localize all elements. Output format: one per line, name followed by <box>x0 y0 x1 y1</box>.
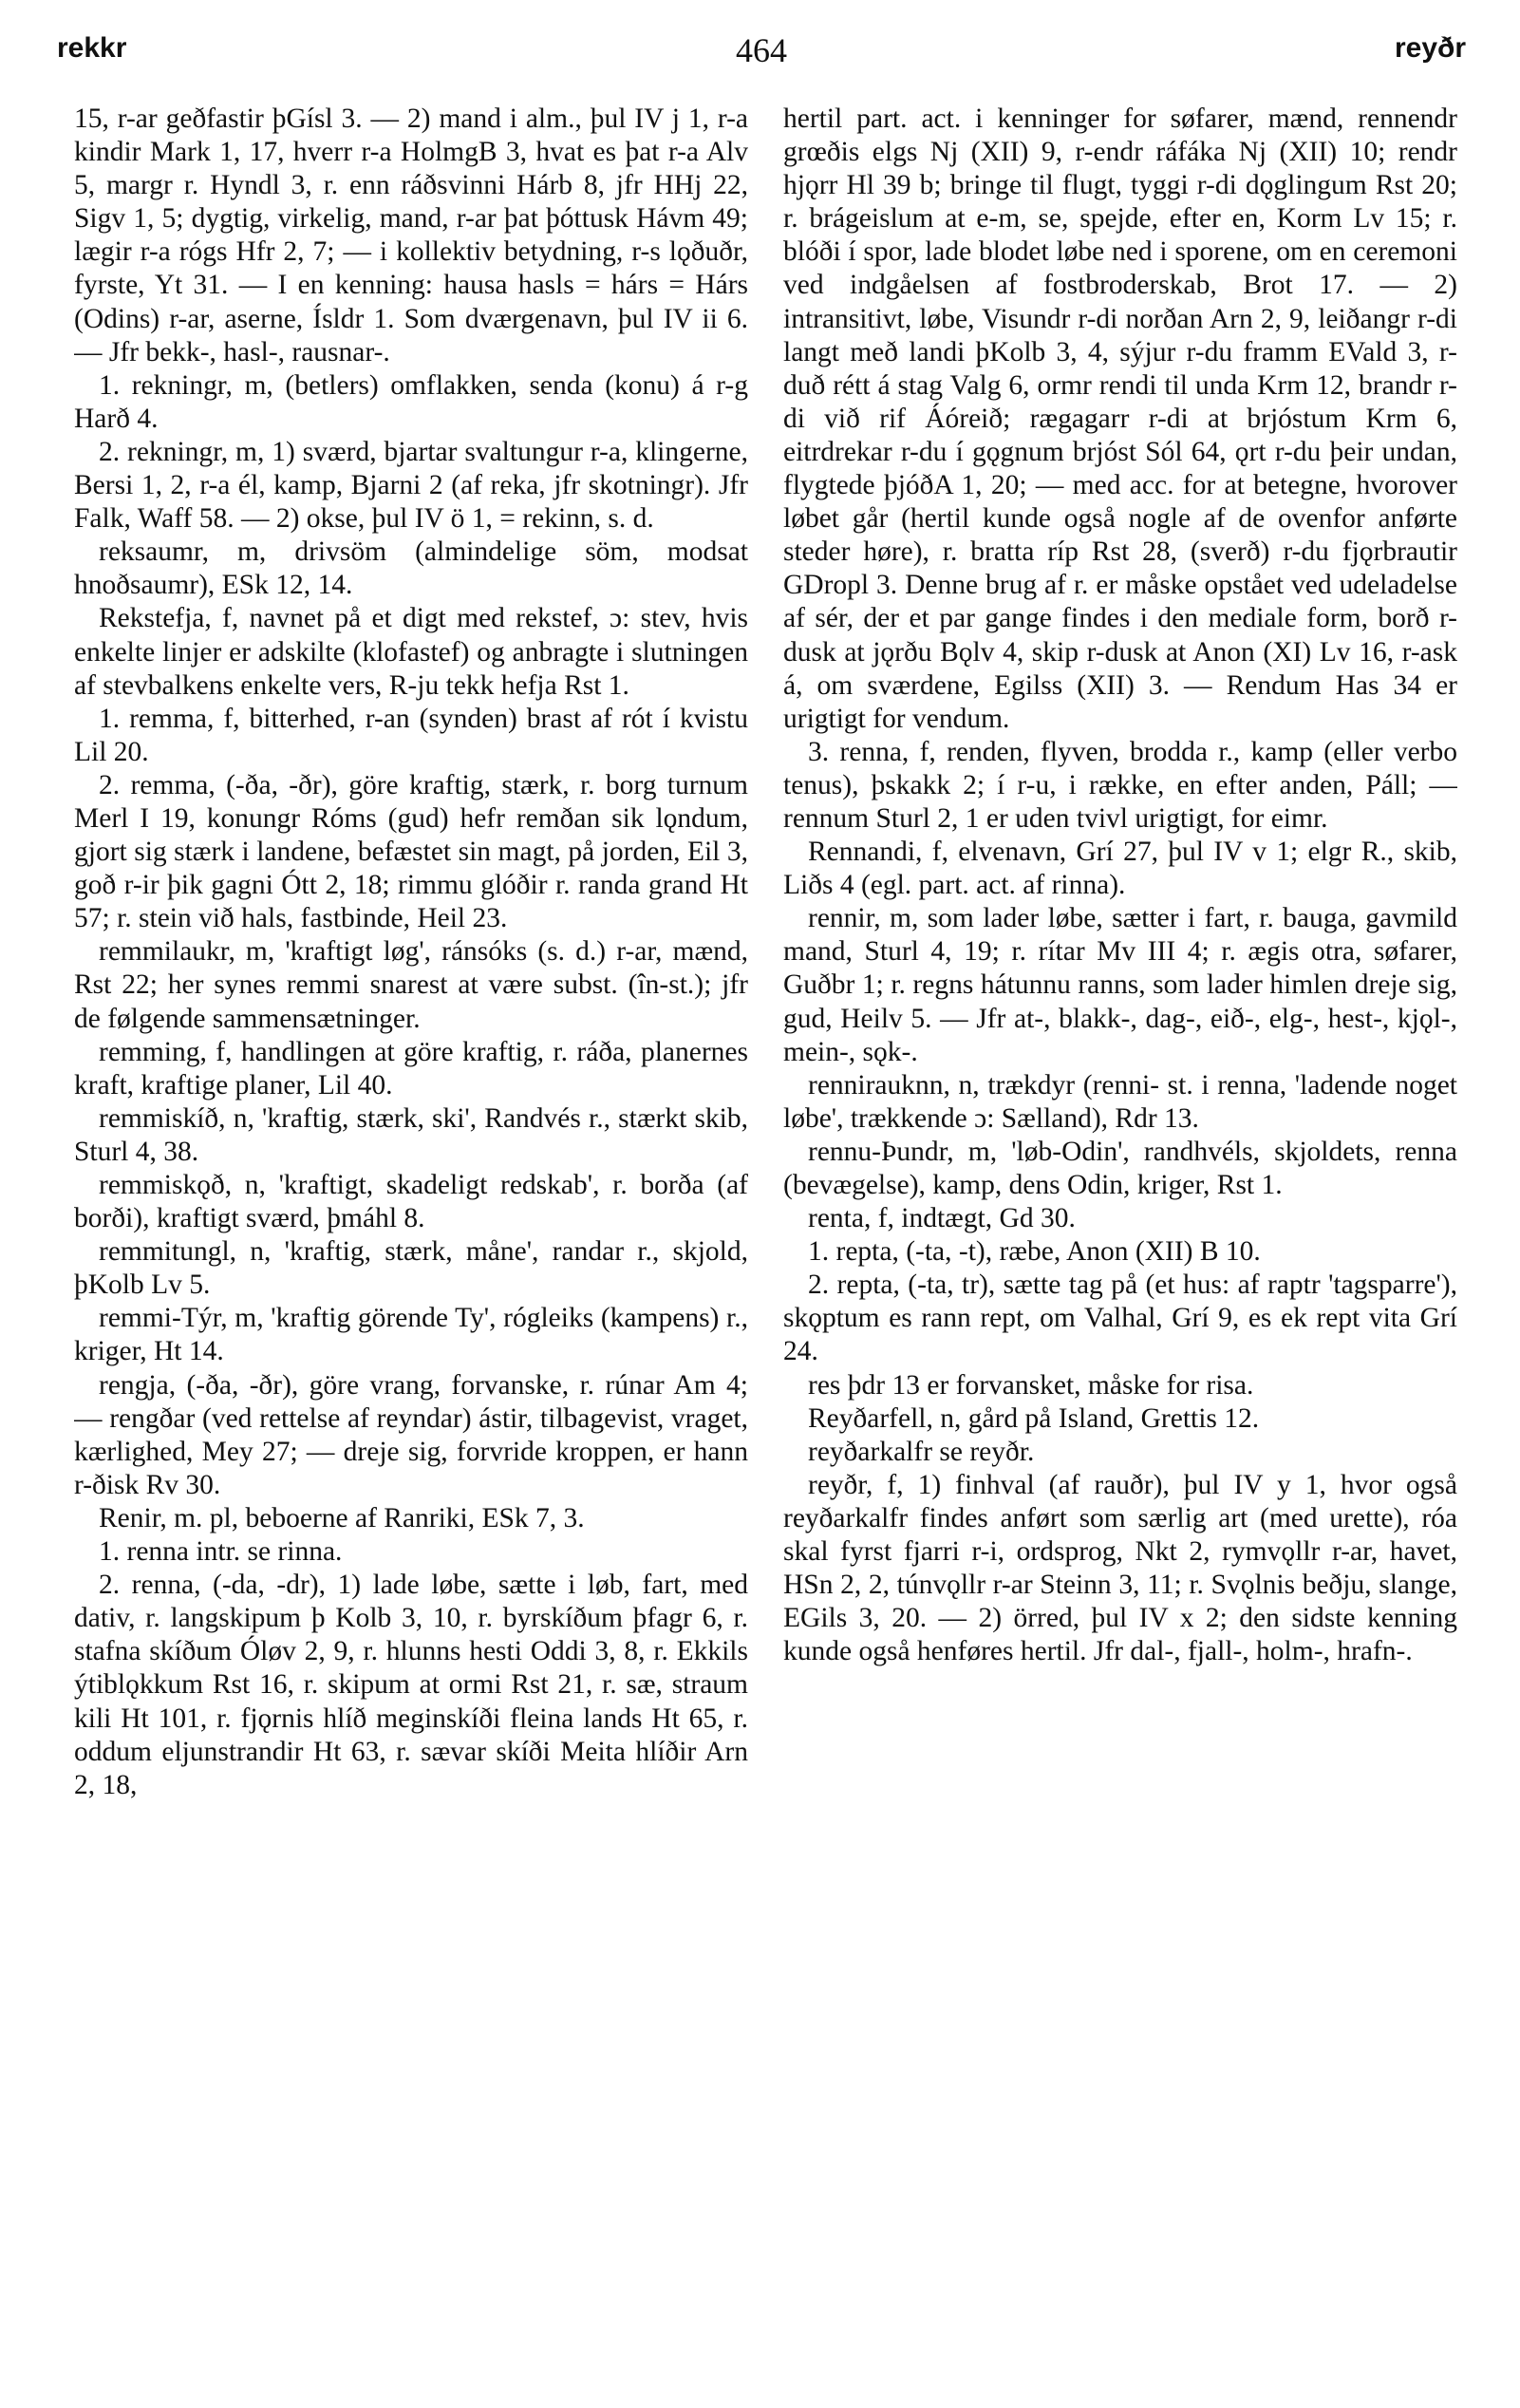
entry-renta: renta, f, indtægt, Gd 30. <box>808 1203 1076 1234</box>
entry-reydr: reyðr, f, 1) finhval (af rauðr), þul IV y 1, hvor også reyðarkalfr findes anført som særlig art (med urette), róa skal fyrst fjarri r-i, ordsprog, Nkt 2, rymvǫllr r-ar, havet, HSn 2, 2, túnvǫllr r-ar Steinn 3, 11; r. Svǫlnis beðju, slange, EGils 3, 20. — 2) örred, þul IV x 2; den sidste kenning kunde også henføres hertil. Jfr dal-, fjall-, holm-, hrafn-. <box>783 1469 1457 1667</box>
page-header <box>49 21 1473 78</box>
entry-remmitungl: remmitungl, n, 'kraftig, stærk, måne', randar r., skjold, þKolb Lv 5. <box>74 1236 748 1301</box>
right-column <box>783 103 1457 2381</box>
entry-reydarfell: Reyðarfell, n, gård på Island, Grettis 12. <box>808 1402 1260 1434</box>
entry-rennirauknn: rennirauknn, n, trækdyr (renni- st. i renna, 'ladende noget løbe', trækkende ɔ: Sælland), Rdr 13. <box>783 1069 1457 1134</box>
entry-remma-1: 1. remma, f, bitterhed, r-an (synden) brast af rót í kvistu Lil 20. <box>74 703 748 767</box>
entry-renna-3: 3. renna, f, renden, flyven, brodda r., kamp (eller verbo tenus), þskakk 2; í r-u, i række, en efter anden, Páll; — rennum Sturl 2, 1 er uden tvivl urigtigt, for eimr. <box>783 736 1457 834</box>
entry-renna-2-continued: hertil part. act. i kenninger for søfarer, mænd, rennendr grœðis elgs Nj (XII) 9, r-endr ráfáka Nj (XII) 10; rendr hjǫrr Hl 39 b; bringe til flugt, tyggi r-di dǫglingum Rst 20; r. brágeislum at e-m, se, spejde, efter en, Korm Lv 15; r. blóði í spor, lade blodet løbe ned i sporene, om en ceremoni ved indgåelsen af fostbroderskab, Brot 17. — 2) intransitivt, løbe, Visundr r-di norðan Arn 2, 9, leiðangr r-di langt með landi þKolb 3, 4, sýjur r-du framm EVald 3, r-duð rétt á stag Valg 6, ormr rendi til unda Krm 12, brandr r-di við rif Áóreið; rægagarr r-di at brjóstum Krm 6, eitrdrekar r-du í gǫgnum brjóst Sól 64, ǫrt r-du þeir undan, flygtede þjóðA 1, 20; — med acc. for at betegne, hvorover løbet går (hertil kunde også nogle af de ovenfor anførte steder høre), r. bratta ríp Rst 28, (sverð) r-du fjǫrbrautir GDropl 3. Denne brug af r. er måske opstået ved udeladelse af sér, der et par gange findes i den mediale form, borð r-dusk at jǫrðu Bǫlv 4, skip r-dusk at Anon (XI) Lv 16, r-ask á, om sværdene, Egilss (XII) 3. — Rendum Has 34 er urigtigt for vendum. <box>783 103 1457 734</box>
entry-repta-1: 1. repta, (-ta, -t), ræbe, Anon (XII) B 10. <box>808 1236 1261 1268</box>
entry-remmiskod: remmiskǫð, n, 'kraftigt, skadeligt redskab', r. borða (af borði), kraftigt sværd, þmáhl 8. <box>74 1170 748 1234</box>
entry-remma-2: 2. remma, (-ða, -ðr), göre kraftig, stærk, r. borg turnum Merl I 19, konungr Róms (gud) hefr remðan sik lǫndum, gjort sig stærk i landene, befæstet sin magt, på jorden, Eil 3, goð r-ir þik gagni Ótt 2, 18; rimmu glóðir r. randa grand Ht 57; r. stein við hals, fastbinde, Heil 23. <box>74 769 748 934</box>
left-column <box>74 103 748 2381</box>
running-head-left: rekkr <box>57 32 127 64</box>
entry-renir: Renir, m. pl, beboerne af Ranriki, ESk 7, 3. <box>99 1502 585 1533</box>
entry-continuation: 15, r-ar geðfastir þGísl 3. — 2) mand i alm., þul IV j 1, r-a kindir Mark 1, 17, hverr r-a HolmgB 3, hvat es þat r-a Alv 5, margr r. Hyndl 3, r. enn ráðsvinni Hárb 8, jfr HHj 22, Sigv 1, 5; dygtig, virkelig, mand, r-ar þat þóttusk Hávm 49; lægir r-a rógs Hfr 2, 7; — i kollektiv betydning, r-s lǫðuðr, fyrste, Yt 31. — I en kenning: hausa hasls = hárs = Hárs (Odins) r-ar, aserne, Ísldr 1. Som dværgenavn, þul IV ii 6. — Jfr bekk-, hasl-, rausnar-. <box>74 103 748 367</box>
entry-repta-2: 2. repta, (-ta, tr), sætte tag på (et hus: af raptr 'tagsparre'), skǫptum es rann rept, om Valhal, Grí 9, es ek rept vita Grí 24. <box>783 1270 1457 1367</box>
entry-rennu-thundr: rennu-Þundr, m, 'løb-Odin', randhvéls, skjoldets, renna (bevægelse), kamp, dens Odin, kriger, Rst 1. <box>783 1136 1457 1200</box>
entry-reksaumr: reksaumr, m, drivsöm (almindelige söm, modsat hnoðsaumr), ESk 12, 14. <box>74 536 748 601</box>
entry-remming: remming, f, handlingen at göre kraftig, r. ráða, planernes kraft, kraftige planer, Lil 40. <box>74 1036 748 1101</box>
running-head-right: reyðr <box>1394 32 1466 64</box>
entry-rennandi: Rennandi, f, elvenavn, Grí 27, þul IV v 1; elgr R., skib, Liðs 4 (egl. part. act. af rinna). <box>783 837 1457 901</box>
entry-renna-2: 2. renna, (-da, -dr), 1) lade løbe, sætte i løb, fart, med dativ, r. langskipum þ Kolb 3, 10, r. byrskíðum þfagr 6, r. stafna skíðum Óløv 2, 9, r. hlunns hesti Oddi 3, 8, r. Ekkils ýtiblǫkkum Rst 16, r. skipum at ormi Rst 21, r. sæ, straum kili Ht 101, r. fjǫrnis hlíð meginskíði fleina lands Ht 65, r. oddum eljunstrandir Ht 63, r. sævar skíði Meita hlíðir Arn 2, 18, <box>74 1570 748 1800</box>
entry-rengja: rengja, (-ða, -ðr), göre vrang, forvanske, r. rúnar Am 4; — rengðar (ved rettelse af reyndar) ástir, tilbagevist, vraget, kærlighed, Mey 27; — dreje sig, forvride kroppen, er hann r-ðisk Rv 30. <box>74 1369 748 1500</box>
page-number: 464 <box>736 31 787 69</box>
entry-rekstefja: Rekstefja, f, navnet på et digt med rekstef, ɔ: stev, hvis enkelte linjer er adskilte (klofastef) og anbragte i slutningen af stevbalkens enkelte vers, R-ju tekk hefja Rst 1. <box>74 603 748 701</box>
entry-renna-1: 1. renna intr. se rinna. <box>99 1536 343 1568</box>
entry-rennir: rennir, m, som lader løbe, sætter i fart, r. bauga, gavmild mand, Sturl 4, 19; r. rítar Mv III 4; r. ægis otra, søfarer, Guðbr 1; r. regns hátunnu ranns, som lader himlen dreje sig, gud, Heilv 5. — Jfr at-, blakk-, dag-, eið-, elg-, hest-, kjǫl-, mein-, sǫk-. <box>783 903 1457 1067</box>
entry-rekningr-2: 2. rekningr, m, 1) sværd, bjartar svaltungur r-a, klingerne, Bersi 1, 2, r-a él, kamp, Bjarni 2 (af reka, jfr skotningr). Jfr Falk, Waff 58. — 2) okse, þul IV ö 1, = rekinn, s. d. <box>74 436 748 535</box>
entry-remmiskid: remmiskíð, n, 'kraftig, stærk, ski', Randvés r., stærkt skib, Sturl 4, 38. <box>74 1102 748 1167</box>
entry-rekningr-1: 1. rekningr, m, (betlers) omflakken, senda (konu) á r-g Harð 4. <box>74 369 748 434</box>
entry-res: res þdr 13 er forvansket, måske for risa. <box>808 1369 1254 1401</box>
entry-remmi-tyr: remmi-Týr, m, 'kraftig görende Ty', rógleiks (kampens) r., kriger, Ht 14. <box>74 1303 748 1367</box>
entry-reydarkalfr: reyðarkalfr se reyðr. <box>808 1436 1035 1467</box>
entry-remmilaukr: remmilaukr, m, 'kraftigt løg', ránsóks (s. d.) r-ar, mænd, Rst 22; her synes remmi snarest at være subst. (în-st.); jfr de følgende sammensætninger. <box>74 936 748 1034</box>
